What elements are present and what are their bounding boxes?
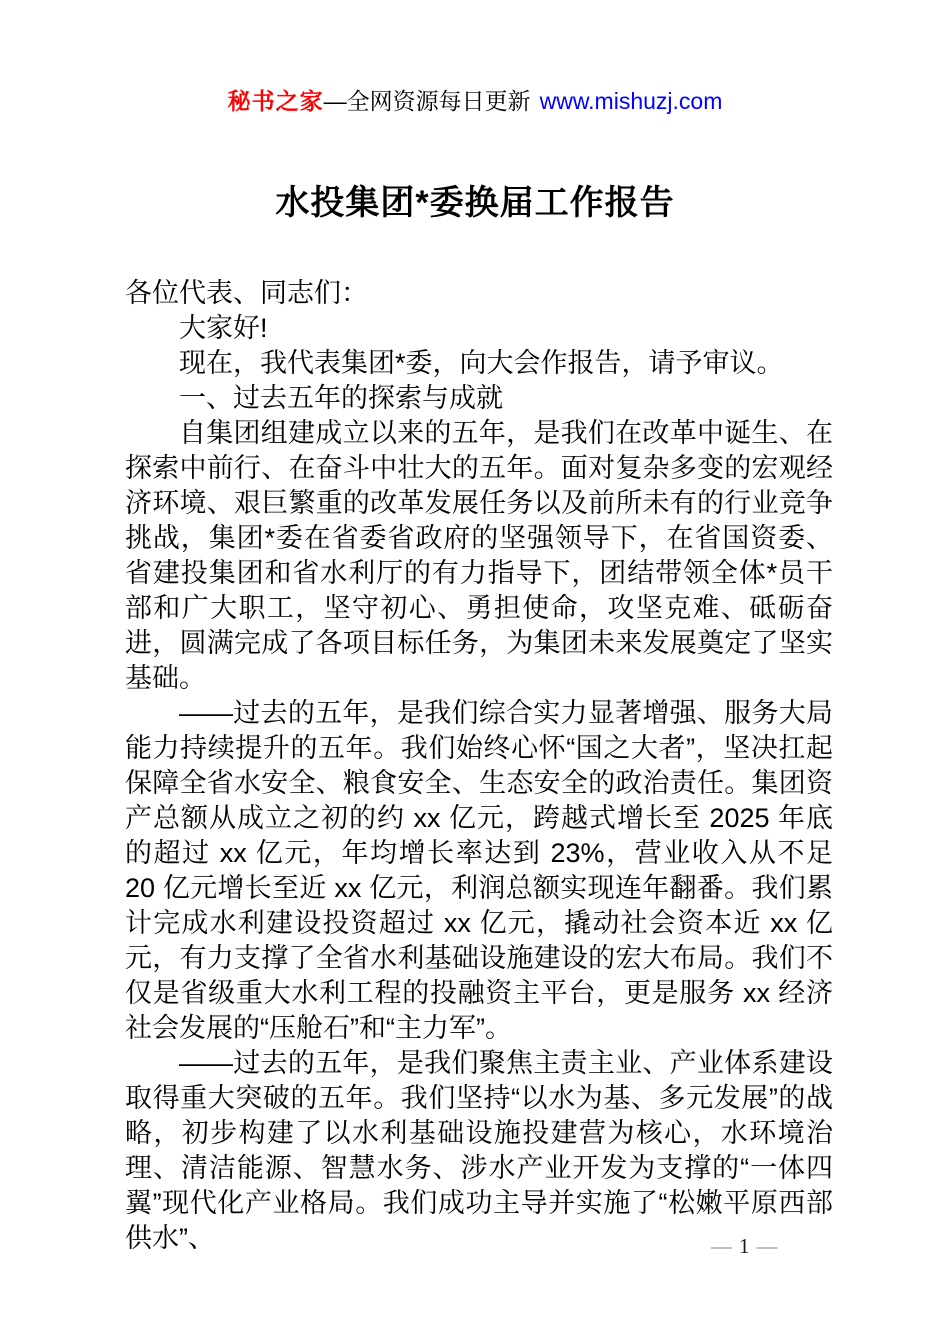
paragraph-greeting: 大家好! bbox=[179, 313, 268, 343]
document-title: 水投集团*委换届工作报告 bbox=[275, 184, 675, 222]
page-number-value: 1 bbox=[739, 1234, 750, 1258]
paragraph-body-2: ——过去的五年，是我们综合实力显著增强、服务大局能力持续提升的五年。我们始终心怀“国之大者”，坚决扛起保障全省水安全、粮食安全、生态安全的政治责任。集团资产总额从成立之初的约 xx 亿元，跨越式增长至 2025 年底的超过 xx 亿元，年均增长率达到 23%，营业收入从不足 20 亿元增长至近 xx 亿元，利润总额实现连年翻番。我们累计完成水利建设投资超过 xx 亿元，撬动社会资本近 xx 亿元，有力支撑了全省水利基础设施建设的宏大布局。我们不仅是省级重大水利工程的投融资主平台，更是服务 xx 经济社会发展的“压舱石”和“主力军”。 bbox=[125, 698, 833, 1043]
site-url-link[interactable]: www.mishuzj.com bbox=[539, 88, 723, 114]
paragraph-body-3: ——过去的五年，是我们聚焦主责主业、产业体系建设取得重大突破的五年。我们坚持“以水为基、多元发展”的战略，初步构建了以水利基础设施投建营为核心，水环境治理、清洁能源、智慧水务、涉水产业开发为支撑的“一体四翼”现代化产业格局。我们成功主导并实施了“松嫩平原西部供水”、 bbox=[125, 1048, 833, 1253]
header-separator: — bbox=[323, 88, 347, 114]
site-tagline: 全网资源每日更新 bbox=[346, 88, 531, 114]
document-body bbox=[125, 276, 833, 1256]
section-heading-1: 一、过去五年的探索与成就 bbox=[179, 383, 503, 413]
site-header bbox=[0, 86, 950, 116]
page-number bbox=[704, 1234, 785, 1259]
site-name: 秘书之家 bbox=[227, 88, 324, 114]
page-number-dash-right: — bbox=[756, 1234, 778, 1258]
paragraph-body-1: 自集团组建成立以来的五年，是我们在改革中诞生、在探索中前行、在奋斗中壮大的五年。面对复杂多变的宏观经济环境、艰巨繁重的改革发展任务以及前所未有的行业竞争挑战，集团*委在省委省政府的坚强领导下，在省国资委、省建投集团和省水利厅的有力指导下，团结带领全体*员干部和广大职工，坚守初心、勇担使命，攻坚克难、砥砺奋进，圆满完成了各项目标任务，为集团未来发展奠定了坚实基础。 bbox=[125, 418, 833, 693]
page-number-dash-left: — bbox=[711, 1234, 732, 1258]
paragraph-opening: 现在，我代表集团*委，向大会作报告，请予审议。 bbox=[179, 348, 784, 378]
paragraph-salutation: 各位代表、同志们： bbox=[125, 278, 368, 308]
